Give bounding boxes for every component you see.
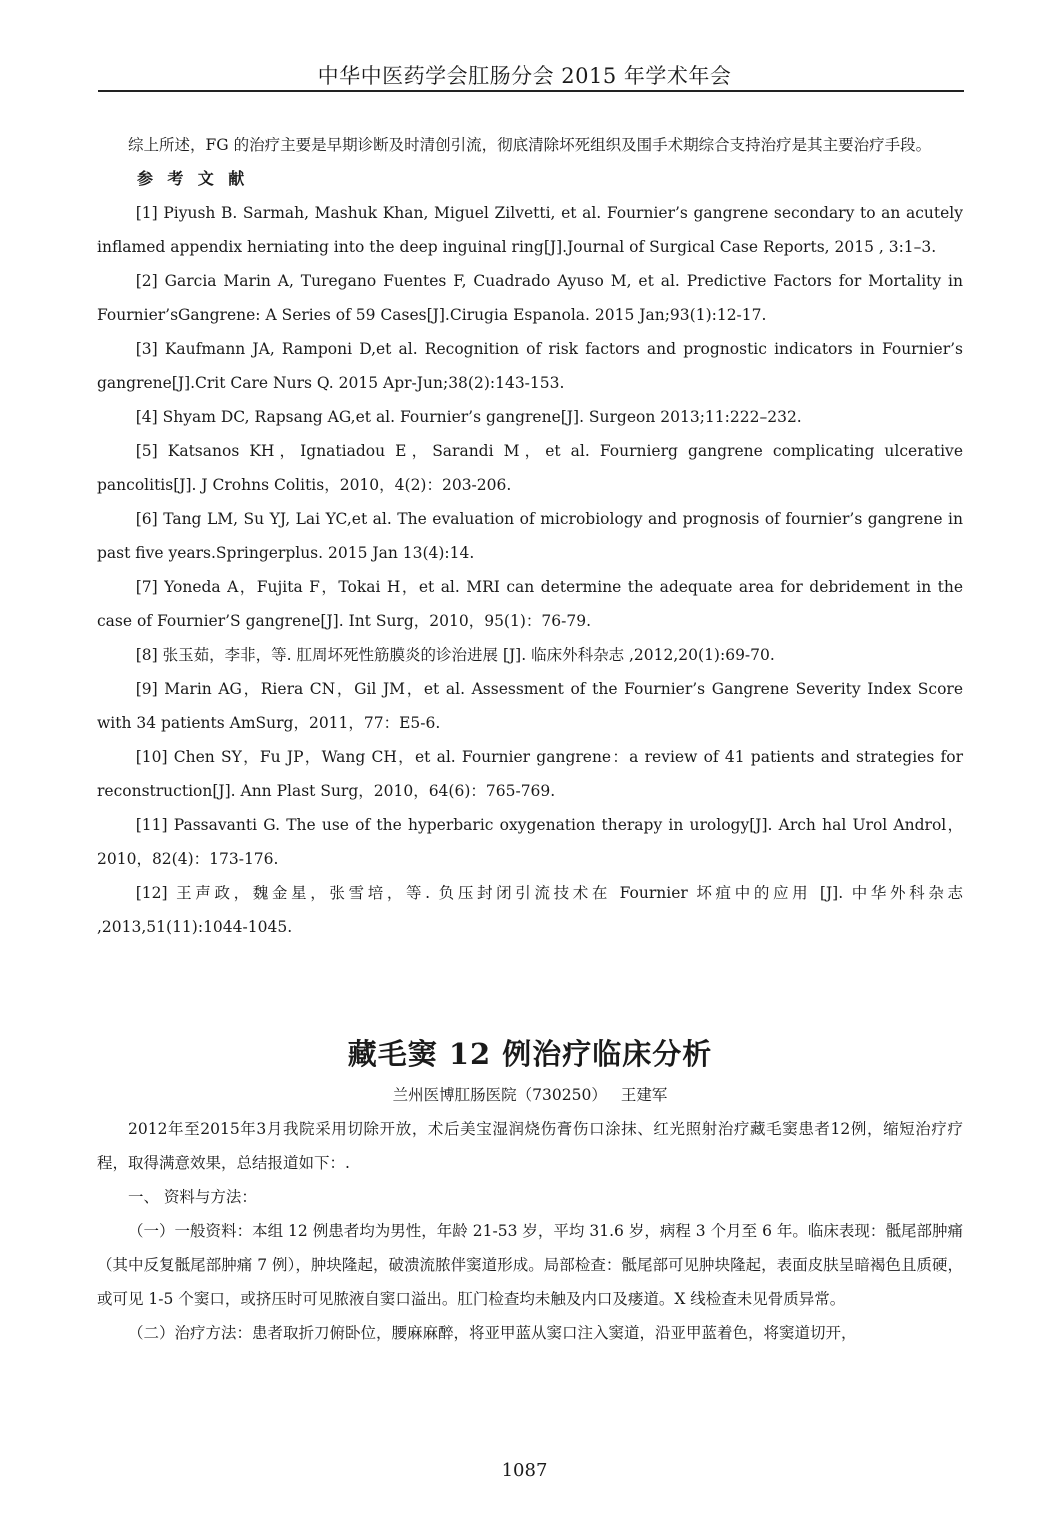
page-content — [97, 128, 963, 1350]
page-number: 1087 — [501, 1460, 548, 1481]
treatment-paragraph: （二）治疗方法：患者取折刀俯卧位，腰麻麻醉，将亚甲蓝从窦口注入窦道，沿亚甲蓝着色，将窦道切开， — [128, 1324, 857, 1342]
general-info-paragraph: （一）一般资料：本组 12 例患者均为男性，年龄 21-53 岁，平均 31.6 岁，病程 3 个月至 6 年。临床表现：骶尾部肿痛（其中反复骶尾部肿痛 7 例），肿块隆起，破溃流脓伴窦道形成。局部检查：骶尾部可见肿块隆起，表面皮肤呈暗褐色且质硬，或可见 1-5 个窦口，或挤压时可见脓液自窦口溢出。肛门检查均未触及内口及瘘道。X 线检查未见骨质异常。 — [97, 1222, 963, 1308]
header-rule — [98, 90, 964, 92]
summary-paragraph: 综上所述，FG 的治疗主要是早期诊断及时清创引流，彻底清除坏死组织及围手术期综合支持治疗是其主要治疗手段。 — [128, 136, 932, 154]
reference-item: [10] Chen SY，Fu JP，Wang CH，et al. Fournier gangrene：a review of 41 patients and strategies for reconstruction[J]. Ann Plast Surg，2010，64(6)：765-769. — [97, 748, 963, 800]
affiliation: 兰州医博肛肠医院（730250） — [392, 1086, 607, 1104]
reference-item: [8] 张玉茹，李非，等. 肛周坏死性筋膜炎的诊治进展 [J]. 临床外科杂志 ,2012,20(1):69-70. — [135, 646, 775, 664]
intro-paragraph: 2012年至2015年3月我院采用切除开放，术后美宝湿润烧伤膏伤口涂抹、红光照射治疗藏毛窦患者12例，缩短治疗疗程，取得满意效果，总结报道如下：. — [97, 1120, 963, 1172]
reference-item: [4] Shyam DC, Rapsang AG,et al. Fournier’s gangrene[J]. Surgeon 2013;11:222–232. — [135, 408, 802, 426]
reference-item: [11] Passavanti G. The use of the hyperbaric oxygenation therapy in urology[J]. Arch hal Urol Androl，2010，82(4)：173-176. — [97, 816, 963, 868]
reference-item: [6] Tang LM, Su YJ, Lai YC,et al. The evaluation of microbiology and prognosis of fournier’s gangrene in past five years.Springerplus. 2015 Jan 13(4):14. — [97, 510, 963, 562]
article-byline — [97, 1078, 963, 1112]
reference-item: [12] 王声政，魏金星，张雪培，等. 负压封闭引流技术在 Fournier 坏疽中的应用 [J]. 中华外科杂志 ,2013,51(11):1044-1045. — [97, 884, 963, 936]
author: 王建军 — [620, 1086, 668, 1104]
references-heading: 参考文献 — [137, 169, 259, 188]
reference-item: [5] Katsanos KH，Ignatiadou E，Sarandi M，et al. Fournierg gangrene complicating ulcerative pancolitis[J]. J Crohns Colitis，2010，4(2)：203-206. — [97, 442, 963, 494]
reference-item: [1] Piyush B. Sarmah, Mashuk Khan, Miguel Zilvetti, et al. Fournier’s gangrene secondary to an acutely inflamed appendix herniating into the deep inguinal ring[J].Journal of Surgical Case Reports, 2015 , 3:1–3. — [97, 204, 963, 256]
reference-item: [3] Kaufmann JA, Ramponi D,et al. Recognition of risk factors and prognostic indicators in Fournier’s gangrene[J].Crit Care Nurs Q. 2015 Apr-Jun;38(2):143-153. — [97, 340, 963, 392]
running-header: 中华中医药学会肛肠分会 2015 年学术年会 — [317, 64, 732, 88]
reference-item: [9] Marin AG，Riera CN，Gil JM，et al. Assessment of the Fournier’s Gangrene Severity Index Score with 34 patients AmSurg，2011，77：E5-6. — [97, 680, 963, 732]
reference-item: [7] Yoneda A，Fujita F，Tokai H，et al. MRI can determine the adequate area for debridement in the case of Fournier’S gangrene[J]. Int Surg，2010，95(1)：76-79. — [97, 578, 963, 630]
reference-item: [2] Garcia Marin A, Turegano Fuentes F, Cuadrado Ayuso M, et al. Predictive Factors for Mortality in Fournier’sGangrene: A Series of 59 Cases[J].Cirugia Espanola. 2015 Jan;93(1):12-17. — [97, 272, 963, 324]
article-title: 藏毛窦 12 例治疗临床分析 — [347, 1037, 713, 1071]
section-heading: 一、 资料与方法： — [128, 1188, 257, 1206]
reference-list — [97, 196, 963, 944]
